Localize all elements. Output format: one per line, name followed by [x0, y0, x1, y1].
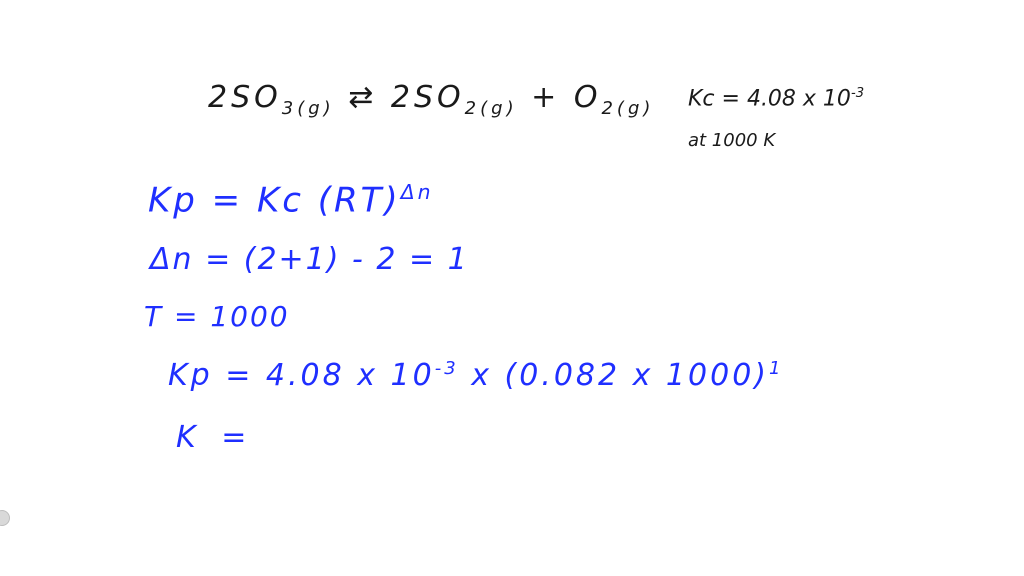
kc-value: Kc = 4.08 x $10^{-3}$ — [688, 86, 865, 112]
kp-formula: Kp = Kc (RT)$^{\Delta n}$ — [148, 180, 434, 221]
equilibrium-arrow: ⇄ — [348, 80, 378, 115]
product-2: O — [573, 80, 602, 115]
formula-exponent: Δn — [400, 180, 434, 204]
plus-sign: + — [531, 80, 561, 115]
temperature-note: at 1000 K — [688, 130, 776, 151]
substitution-exponent: -3 — [434, 358, 459, 379]
kp-substitution: Kp = 4.08 x $10^{-3}$ x (0.082 x 1000)$^1$ — [168, 358, 784, 393]
substitution-exponent-2: 1 — [768, 358, 784, 379]
reactant: 2SO — [208, 80, 282, 115]
reaction-equation — [208, 80, 654, 119]
kc-exponent: -3 — [850, 86, 865, 101]
reactant-state: 3(g) — [281, 98, 335, 119]
temperature-line: T = 1000 — [144, 300, 290, 333]
delta-n-calculation: Δn = (2+1) - 2 = 1 — [150, 242, 469, 277]
product-2-state: 2(g) — [601, 98, 655, 119]
product-1-state: 2(g) — [464, 98, 518, 119]
product-1: 2SO — [390, 80, 465, 115]
result-line: K = — [176, 420, 255, 455]
